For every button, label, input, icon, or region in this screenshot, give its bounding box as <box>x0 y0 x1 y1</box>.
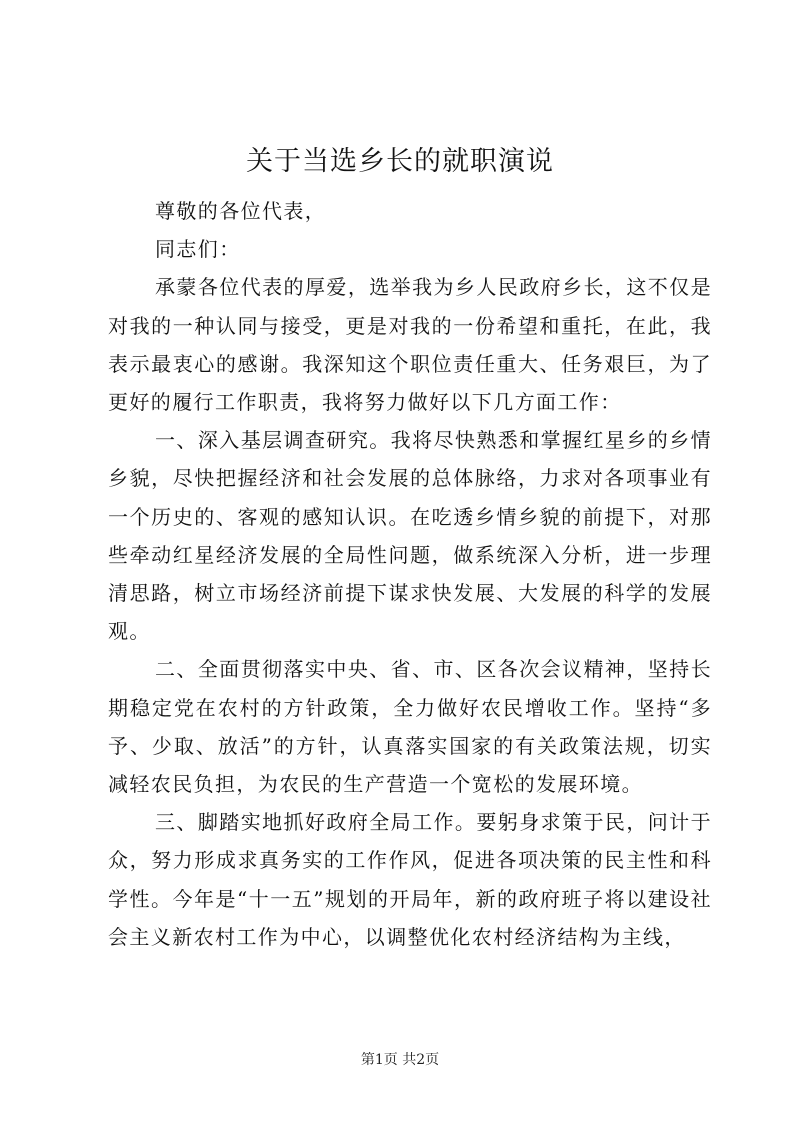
document-body <box>108 192 712 956</box>
salutation-line: 同志们： <box>155 237 241 262</box>
body-paragraph: 一、深入基层调查研究。我将尽快熟悉和掌握红星乡的乡情乡貌，尽快把握经济和社会发展的总体脉络，力求对各项事业有一个历史的、客观的感知认识。在吃透乡情乡貌的前提下，对那些牵动红星经济发展的全局性问题，做系统深入分析，进一步理清思路，树立市场经济前提下谋求快发展、大发展的科学的发展观。 <box>108 428 712 644</box>
page-footer: 第1页 共2页 <box>360 1052 440 1068</box>
body-paragraph: 二、全面贯彻落实中央、省、市、区各次会议精神，坚持长期稳定党在农村的方针政策，全力做好农民增收工作。坚持“多予、少取、放活”的方针，认真落实国家的有关政策法规，切实减轻农民负担，为农民的生产营造一个宽松的发展环境。 <box>108 657 712 797</box>
body-paragraph: 三、脚踏实地抓好政府全局工作。要躬身求策于民，问计于众，努力形成求真务实的工作作风，促进各项决策的民主性和科学性。今年是“十一五”规划的开局年，新的政府班子将以建设社会主义新农村工作为中心，以调整优化农村经济结构为主线， <box>108 810 712 949</box>
salutation-line: 尊敬的各位代表， <box>155 199 327 223</box>
body-paragraph: 承蒙各位代表的厚爱，选举我为乡人民政府乡长，这不仅是对我的一种认同与接受，更是对我的一份希望和重托，在此，我表示最衷心的感谢。我深知这个职位责任重大、任务艰巨，为了更好的履行工作职责，我将努力做好以下几方面工作： <box>108 275 712 415</box>
document-title: 关于当选乡长的就职演说 <box>246 146 554 177</box>
